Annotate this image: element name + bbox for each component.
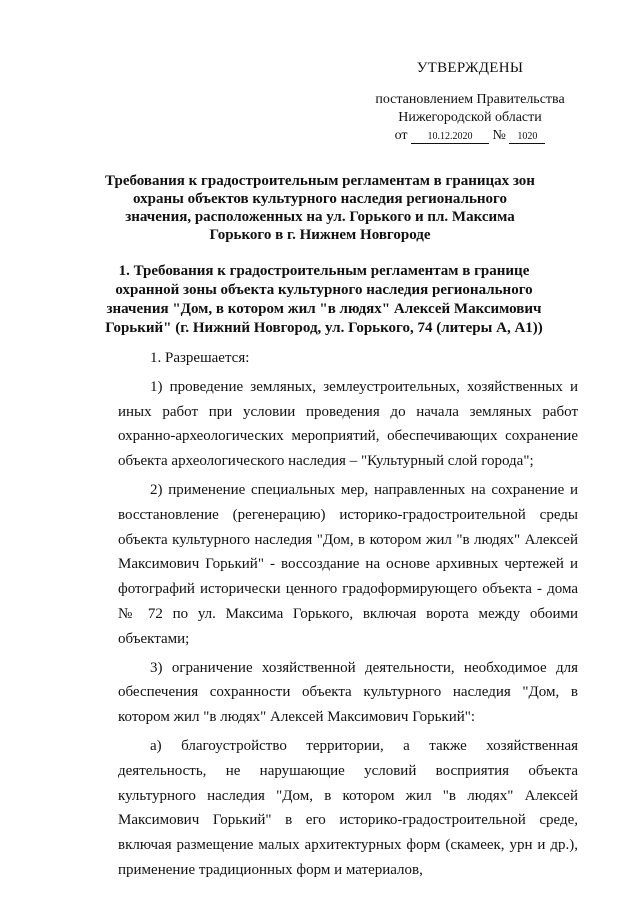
paragraph: 1) проведение земляных, землеустроительных, хозяйственных и иных работ при условии проведения до начала земляных работ охранно-археологических мероприятий, обеспечивающих сохранение объекта археологического наследия – "Культурный слой города"; [118, 378, 578, 470]
approval-number: 1020 [509, 131, 545, 144]
approval-date: 10.12.2020 [411, 131, 489, 144]
approval-line-2: Нижегородской области [398, 110, 542, 125]
document-title: Требования к градостроительным регламентам в границах зон охраны объектов культурного наследия регионального значения, расположенных на ул. Горького и пл. Максима Горького в г. Нижнем Новгороде [105, 173, 535, 243]
paragraph: 1. Разрешается: [150, 350, 250, 366]
number-label: № [492, 128, 506, 143]
approval-date-number [360, 127, 580, 145]
from-label: от [394, 128, 408, 143]
paragraph: 3) ограничение хозяйственной деятельности, необходимое для обеспечения сохранности объекта культурного наследия "Дом, в котором жил "в людях" Алексей Максимович Горький": [118, 659, 578, 726]
paragraph: 2) применение специальных мер, направленных на сохранение и восстановление (регенерацию) историко-градостроительной среды объекта культурного наследия "Дом, в котором жил "в людях" Алексей Максимович Горький" - воссоздание на основе архивных чертежей и фотографий исторически ценного градоформирующего объекта - дома № 72 по ул. Максима Горького, включая ворота между обоими объектами; [118, 481, 578, 647]
approval-block [360, 60, 580, 145]
document-body [118, 346, 578, 887]
section-title: 1. Требования к градостроительным регламентам в границе охранной зоны объекта культурного наследия регионального значения "Дом, в котором жил "в людях" Алексей Максимович Горький" (г. Нижний Новгород, ул. Горького, 74 (литеры А, А1)) [105, 263, 543, 336]
paragraph: а) благоустройство территории, а также хозяйственная деятельность, не нарушающие условий восприятия объекта культурного наследия "Дом, в котором жил "в людях" Алексей Максимович Горький" в его историко-градостроительной среде, включая размещение малых архитектурных форм (скамеек, урн и др.), применение традиционных форм и материалов, [118, 737, 578, 878]
approval-heading: УТВЕРЖДЕНЫ [416, 60, 524, 76]
approval-line-1: постановлением Правительства [375, 92, 565, 107]
